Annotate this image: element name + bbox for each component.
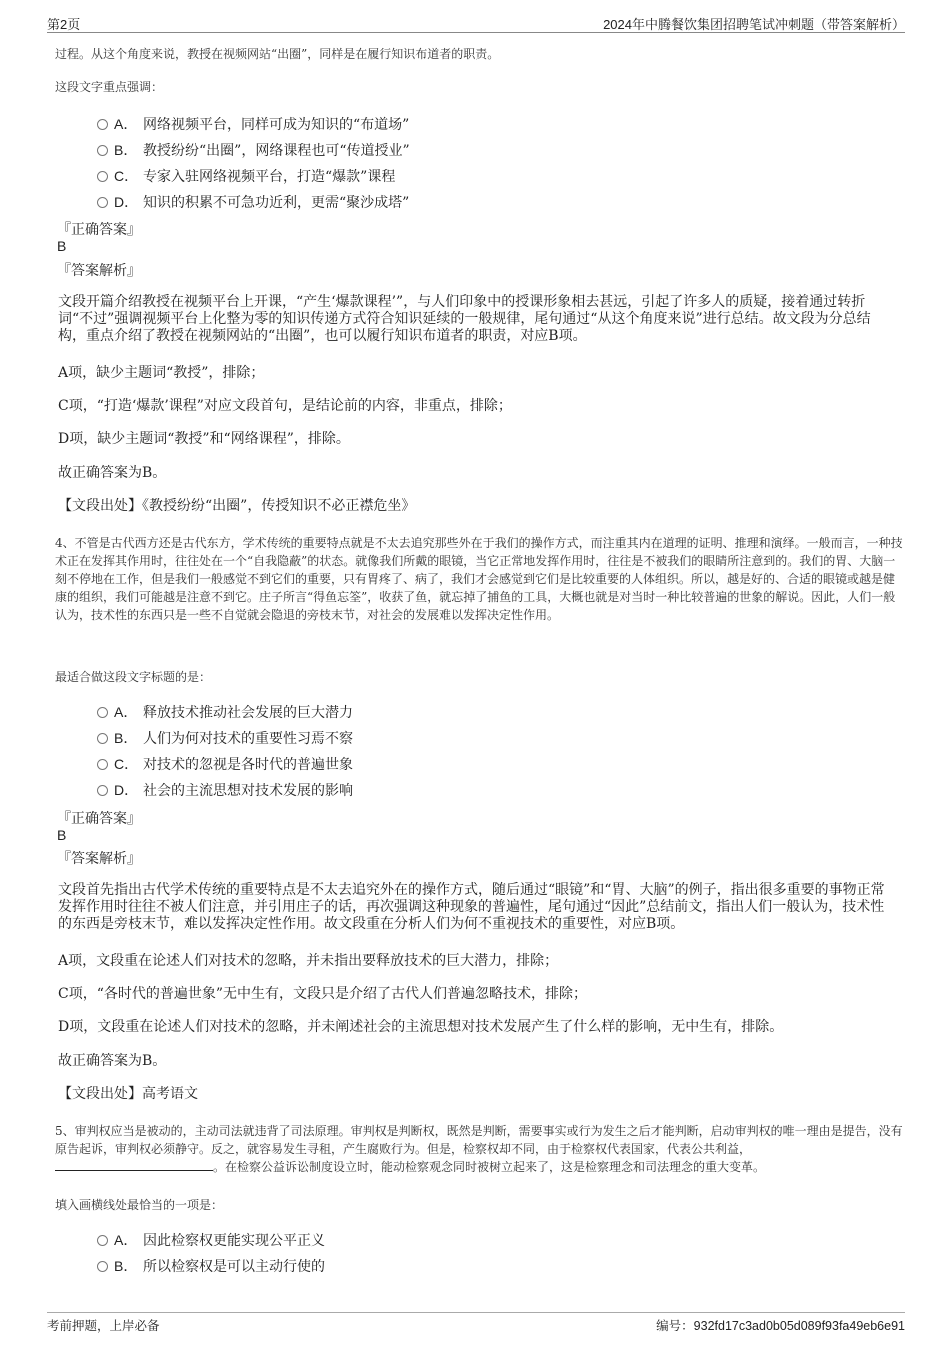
q4-option-d[interactable]: D． 社会的主流思想对技术发展的影响	[97, 780, 353, 800]
q3-option-c[interactable]: C． 专家入驻网络视频平台，打造“爆款”课程	[97, 166, 395, 186]
q3-note-d: D项，缺少主题词“教授”和“网络课程”，排除。	[58, 431, 350, 447]
q4-note-a: A项，文段重在论述人们对技术的忽略，并未指出要释放技术的巨大潜力，排除；	[58, 953, 559, 969]
q4-note-c: C项，“各时代的普遍世象”无中生有，文段只是介绍了古代人们普遍忽略技术，排除；	[58, 986, 588, 1002]
radio-icon[interactable]	[97, 707, 108, 718]
radio-icon[interactable]	[97, 759, 108, 770]
fill-in-blank	[55, 1159, 213, 1171]
footer-slogan: 考前押题，上岸必备	[47, 1318, 160, 1333]
q3-note-a: A项，缺少主题词“教授”，排除；	[58, 365, 265, 381]
q5-option-b[interactable]: B． 所以检察权是可以主动行使的	[97, 1256, 325, 1276]
document-title: 2024年中腾餐饮集团招聘笔试冲刺题（带答案解析）	[603, 17, 905, 32]
q3-note-c: C项，“打造‘爆款’课程”对应文段首句，是结论前的内容，非重点，排除；	[58, 398, 512, 414]
radio-icon[interactable]	[97, 785, 108, 796]
question-4-stem: 4、不管是古代西方还是古代东方，学术传统的重要特点就是不太去追究那些外在于我们的操作方式，而注重其内在道理的证明、推理和演绎。一般而言，一种技术正在发挥其作用时，往往处在一个“自我隐蔽”的状态。就像我们所戴的眼镜，当它正常地发挥作用时，往往是不被我们的眼睛所注意到的。我们的胃、大脑一刻不停地在工作，但是我们一般感觉不到它们的重要，只有胃疼了、病了，我们才会感觉到它们是比较重要的人体组织。所以，越是好的、合适的眼镜或越是健康的组织，我们可能越是注意不到它。庄子所言“得鱼忘筌”，收获了鱼，就忘掉了捕鱼的工具，大概也就是对当时一种比较普遍的世象的解说。因此，人们一般认为，技术性的东西只是一些不自觉就会隐退的旁枝末节，对社会的发展难以发挥决定性作用。	[55, 536, 903, 622]
q3-answer: B	[57, 238, 67, 254]
q3-analysis-label: 『答案解析』	[57, 263, 141, 279]
q4-analysis: 文段首先指出古代学术传统的重要特点是不太去追究外在的操作方式，随后通过“眼镜”和“胃、大脑”的例子，指出很多重要的事物正常发挥作用时往往不被人们注意，并引用庄子的话，再次强调这种现象的普遍性，尾句通过“因此”总结前文，指出人们一般认为，技术性的东西是旁枝末节，难以发挥决定性作用。故文段重在分析人们为何不重视技术的重要性，对应B项。	[58, 882, 885, 932]
q3-analysis: 文段开篇介绍教授在视频平台上开课，“产生‘爆款课程’”，与人们印象中的授课形象相去甚远，引起了许多人的质疑，接着通过转折词“不过”强调视频平台上化整为零的知识传递方式符合知识延续的一般规律，尾句通过“从这个角度来说”进行总结。故文段为分总结构，重点介绍了教授在视频网站的“出圈”，也可以履行知识布道者的职责，对应B项。	[58, 294, 871, 344]
q3-conclusion: 故正确答案为B。	[58, 465, 167, 481]
q4-answer-label: 『正确答案』	[57, 811, 141, 827]
radio-icon[interactable]	[97, 733, 108, 744]
question-5-prompt: 填入画横线处最恰当的一项是：	[55, 1198, 224, 1212]
radio-icon[interactable]	[97, 171, 108, 182]
q4-option-c[interactable]: C． 对技术的忽视是各时代的普遍世象	[97, 754, 353, 774]
q3-option-b[interactable]: B． 教授纷纷“出圈”，网络课程也可“传道授业”	[97, 140, 410, 160]
page-footer	[47, 1312, 905, 1335]
document-id: 编号：932fd17c3ad0b05d089f93fa49eb6e91	[656, 1318, 905, 1333]
q5-option-a[interactable]: A． 因此检察权更能实现公平正义	[97, 1230, 325, 1250]
q4-source: 【文段出处】高考语文	[58, 1086, 198, 1102]
question-4-prompt: 最适合做这段文字标题的是：	[55, 670, 212, 684]
q3-option-a[interactable]: A． 网络视频平台，同样可成为知识的“布道场”	[97, 114, 409, 134]
q4-answer: B	[57, 827, 67, 843]
page-header	[47, 12, 905, 33]
q3-option-d[interactable]: D． 知识的积累不可急功近利，更需“聚沙成塔”	[97, 192, 409, 212]
radio-icon[interactable]	[97, 197, 108, 208]
q4-option-a[interactable]: A． 释放技术推动社会发展的巨大潜力	[97, 702, 353, 722]
radio-icon[interactable]	[97, 145, 108, 156]
q4-analysis-label: 『答案解析』	[57, 851, 141, 867]
question-5-stem: 5、审判权应当是被动的，主动司法就违背了司法原理。审判权是判断权，既然是判断，需要事实或行为发生之后才能判断，启动审判权的唯一理由是提告，没有原告起诉，审判权必须静守。反之，就容易发生寻租，产生腐败行为。但是，检察权却不同，由于检察权代表国家，代表公共利益，。在检察公益诉讼制度设立时，能动检察观念同时被树立起来了，这是检察理念和司法理念的重大变革。	[55, 1124, 903, 1174]
radio-icon[interactable]	[97, 1235, 108, 1246]
radio-icon[interactable]	[97, 1261, 108, 1272]
q4-note-d: D项，文段重在论述人们对技术的忽略，并未阐述社会的主流思想对技术发展产生了什么样的影响，无中生有，排除。	[58, 1019, 784, 1035]
q4-conclusion: 故正确答案为B。	[58, 1053, 167, 1069]
question-3-prompt: 这段文字重点强调：	[55, 80, 164, 94]
radio-icon[interactable]	[97, 119, 108, 130]
q3-answer-label: 『正确答案』	[57, 222, 141, 238]
page-number: 第2页	[47, 17, 81, 32]
q4-option-b[interactable]: B． 人们为何对技术的重要性习焉不察	[97, 728, 353, 748]
q3-source: 【文段出处】《教授纷纷“出圈”，传授知识不必正襟危坐》	[58, 498, 416, 514]
question-3-tail: 过程。从这个角度来说，教授在视频网站“出圈”，同样是在履行知识布道者的职责。	[55, 47, 500, 61]
